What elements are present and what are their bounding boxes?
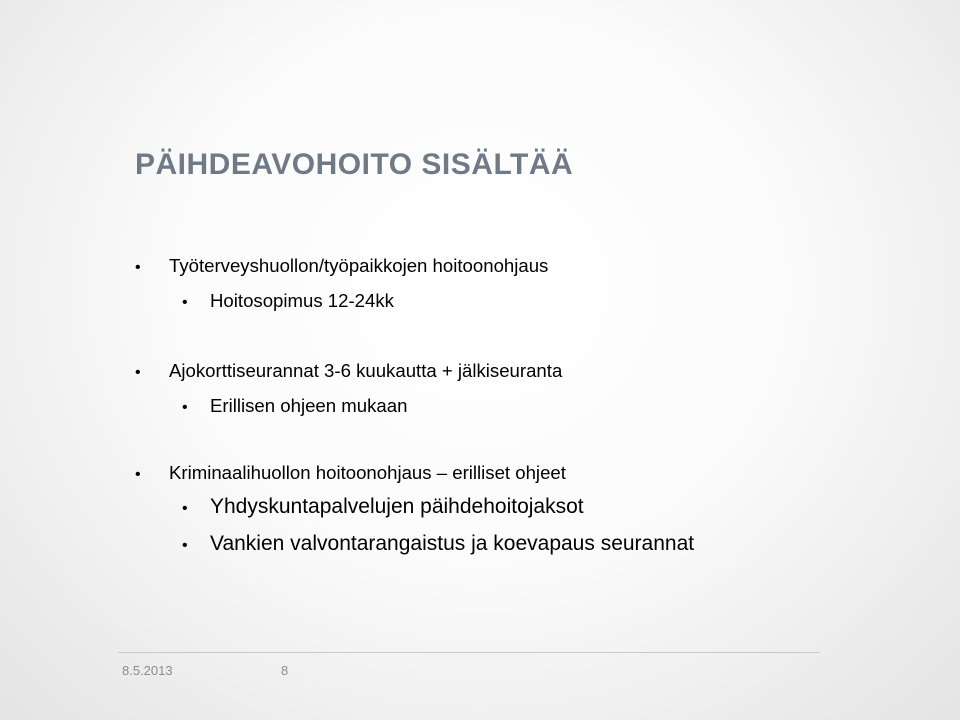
- footer-page-number: 8: [281, 663, 289, 678]
- bullet-text: Kriminaalihuollon hoitoonohjaus – erilliset ohjeet: [169, 462, 566, 483]
- bullet-text: Yhdyskuntapalvelujen päihdehoitojaksot: [210, 495, 584, 518]
- bullet-item-level1: [135, 358, 562, 386]
- bullet-icon: •: [182, 500, 188, 517]
- bullet-item-level2: [182, 393, 407, 421]
- bullet-item-level1: [135, 460, 566, 488]
- bullet-icon: •: [135, 259, 141, 276]
- bullet-icon: •: [135, 466, 141, 483]
- bullet-text: Hoitosopimus 12-24kk: [210, 290, 394, 311]
- footer-date: 8.5.2013: [122, 663, 173, 678]
- bullet-icon: •: [182, 294, 188, 311]
- bullet-icon: •: [135, 364, 141, 381]
- bullet-item-level2: [182, 288, 394, 316]
- bullet-item-level1: [135, 253, 548, 281]
- bullet-text: Työterveyshuollon/työpaikkojen hoitoonohjaus: [169, 255, 549, 276]
- footer-divider: [118, 652, 820, 653]
- bullet-icon: •: [182, 399, 188, 416]
- bullet-icon: •: [182, 537, 188, 554]
- bullet-item-level2: [182, 531, 694, 559]
- bullet-item-level2: [182, 494, 584, 522]
- slide-title: PÄIHDEAVOHOITO SISÄLTÄÄ: [135, 148, 574, 181]
- bullet-text: Erillisen ohjeen mukaan: [210, 395, 408, 416]
- bullet-text: Vankien valvontarangaistus ja koevapaus seurannat: [210, 532, 695, 555]
- bullet-text: Ajokorttiseurannat 3-6 kuukautta + jälkiseuranta: [169, 360, 563, 381]
